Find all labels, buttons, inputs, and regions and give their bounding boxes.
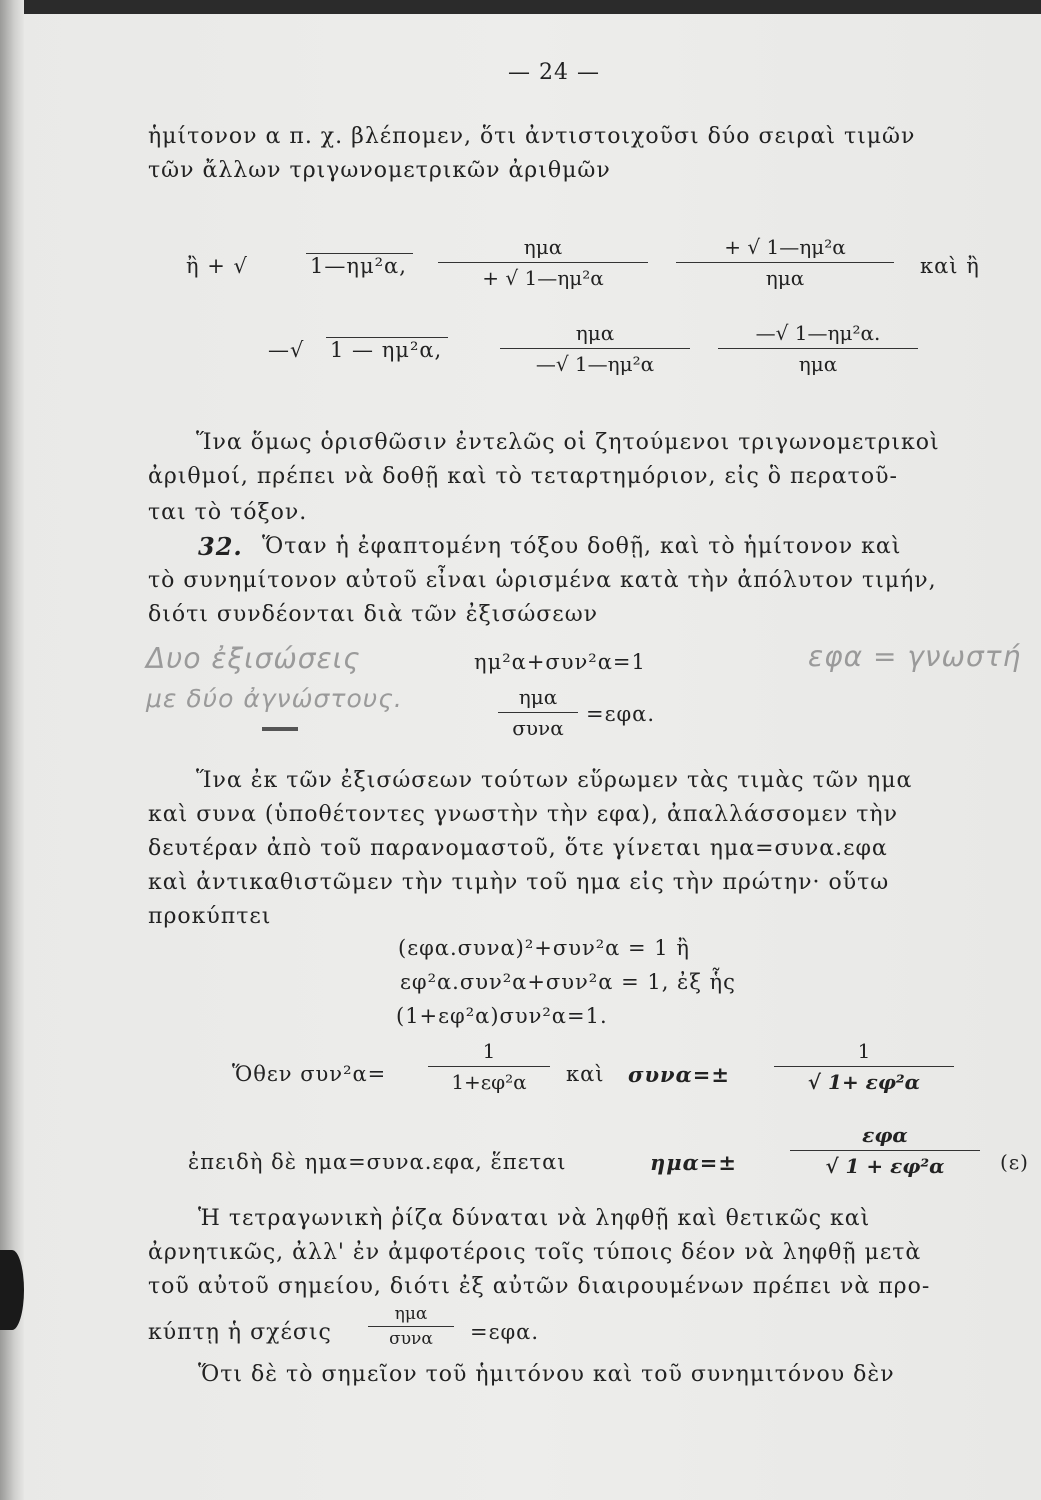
paragraph-line: διότι συνδέονται διὰ τῶν ἐξισώσεων	[148, 602, 599, 627]
equation: ημ²α+συν²α=1	[474, 650, 646, 674]
fraction-numerator: ημα	[523, 235, 563, 259]
formula-text: Ὅθεν συν²α=	[232, 1062, 387, 1086]
paragraph-line: κύπτῃ ἡ σχέσις	[148, 1320, 332, 1345]
paragraph-line: καὶ συνα (ὑποθέτοντες γνωστὴν τὴν εφα), ἀπαλλάσσομεν τὴν	[148, 802, 898, 827]
formula-prefix: ἢ + √	[186, 254, 248, 278]
handwritten-note: με δύο ἀγνώστους.	[146, 684, 403, 713]
fraction-numerator: 1	[482, 1039, 496, 1063]
fraction	[500, 318, 690, 379]
paragraph-line: Ὅτι δὲ τὸ σημεῖον τοῦ ἡμιτόνου καὶ τοῦ συνημιτόνου δὲν	[198, 1362, 895, 1387]
fraction-denominator: ημα	[798, 352, 838, 376]
fraction	[368, 1302, 454, 1351]
paragraph-line: Ἵνα ἐκ τῶν ἐξισώσεων τούτων εὕρωμεν τὰς τιμὰς τῶν ημα	[196, 768, 913, 793]
scan-ink-blot	[0, 1250, 24, 1330]
fraction-denominator: √ 1+ εφ²α	[807, 1070, 921, 1094]
page-number: — 24 —	[508, 60, 600, 85]
derivation-line: (1+εφ²α)συν²α=1.	[396, 1004, 608, 1028]
handwritten-note: Δυο ἐξισώσεις	[146, 642, 361, 675]
fraction-denominator: + √ 1—ημ²α	[482, 266, 604, 290]
fraction-denominator: √ 1 + εφ²α	[825, 1154, 945, 1178]
fraction-denominator: —√ 1—ημ²α	[535, 352, 655, 376]
radical-expression: 1—ημ²α,	[306, 254, 413, 278]
paragraph-line: ἀρνητικῶς, ἀλλ' ἐν ἀμφοτέροις τοῖς τύποις δέον νὰ ληφθῇ μετὰ	[148, 1240, 922, 1265]
handwritten-note: εφα = γνωστή	[808, 640, 1022, 673]
formula-bold: συνα=±	[628, 1062, 730, 1087]
fraction-numerator: 1	[857, 1039, 871, 1063]
fraction-denominator: ημα	[765, 266, 805, 290]
paragraph-line: τῶν ἄλλων τριγωνομετρικῶν ἀριθμῶν	[148, 158, 611, 183]
equation-rhs: =εφα.	[586, 702, 656, 726]
fraction	[718, 318, 918, 379]
derivation-line: (εφα.συνα)²+συν²α = 1 ἢ	[398, 936, 690, 960]
fraction	[438, 232, 648, 293]
paragraph-line: προκύπτει	[148, 904, 272, 929]
fraction-numerator: ημα	[394, 1304, 428, 1324]
paragraph-line: ται τὸ τόξον.	[148, 500, 308, 525]
radical-expression: 1 — ημ²α,	[326, 338, 448, 362]
fraction-denominator: συνα	[512, 716, 564, 740]
fraction-numerator: εφα	[862, 1123, 908, 1147]
formula-prefix: —√	[268, 338, 305, 362]
fraction	[790, 1120, 980, 1181]
paragraph-line: Ἡ τετραγωνικὴ ῥίζα δύναται νὰ ληφθῇ καὶ θετικῶς καὶ	[198, 1206, 871, 1231]
fraction-numerator: ημα	[518, 685, 558, 709]
pencil-underline	[262, 727, 298, 731]
fraction-numerator: —√ 1—ημ²α.	[755, 321, 881, 345]
paragraph-line: καὶ ἀντικαθιστῶμεν τὴν τιμὴν τοῦ ημα εἰς τὴν πρώτην· οὕτω	[148, 870, 890, 895]
paragraph-line: Ἵνα ὅμως ὁρισθῶσιν ἐντελῶς οἱ ζητούμενοι τριγωνομετρικοὶ	[196, 430, 940, 455]
paragraph-line: Ὅταν ἡ ἐφαπτομένη τόξου δοθῇ, καὶ τὸ ἡμίτονον καὶ	[262, 534, 902, 559]
paragraph-line: ἡμίτονον α π. χ. βλέπομεν, ὅτι ἀντιστοιχοῦσι δύο σειραὶ τιμῶν	[148, 124, 916, 149]
fraction	[774, 1036, 954, 1097]
derivation-line: εφ²α.συν²α+συν²α = 1, ἐξ ἧς	[400, 970, 736, 994]
fraction-denominator: συνα	[389, 1329, 433, 1349]
formula-text: ἐπειδὴ δὲ ημα=συνα.εφα, ἕπεται	[188, 1150, 567, 1174]
paragraph-line: δευτέραν ἀπὸ τοῦ παρανομαστοῦ, ὅτε γίνεται ημα=συνα.εφα	[148, 836, 888, 861]
equation-rhs: =εφα.	[470, 1320, 540, 1344]
paragraph-line: τὸ συνημίτονον αὐτοῦ εἶναι ὡρισμένα κατὰ τὴν ἀπόλυτον τιμήν,	[148, 568, 937, 593]
paragraph-line: τοῦ αὐτοῦ σημείου, διότι ἐξ αὐτῶν διαιρουμένων πρέπει νὰ προ-	[148, 1274, 931, 1299]
section-number: 32.	[198, 532, 243, 561]
formula-text: καὶ	[566, 1062, 605, 1086]
equation-tag: (ε)	[1000, 1150, 1029, 1174]
fraction-numerator: + √ 1—ημ²α	[724, 235, 846, 259]
fraction	[428, 1036, 550, 1097]
fraction-denominator: 1+εφ²α	[451, 1070, 527, 1094]
formula-suffix: καὶ ἢ	[920, 254, 980, 278]
scan-top-border	[0, 0, 1041, 14]
fraction	[676, 232, 894, 293]
fraction-numerator: ημα	[575, 321, 615, 345]
fraction	[498, 682, 578, 743]
paragraph-line: ἀριθμοί, πρέπει νὰ δοθῇ καὶ τὸ τεταρτημόριον, εἰς ὃ περατοῦ-	[148, 464, 898, 489]
formula-bold: ημα=±	[650, 1150, 737, 1175]
